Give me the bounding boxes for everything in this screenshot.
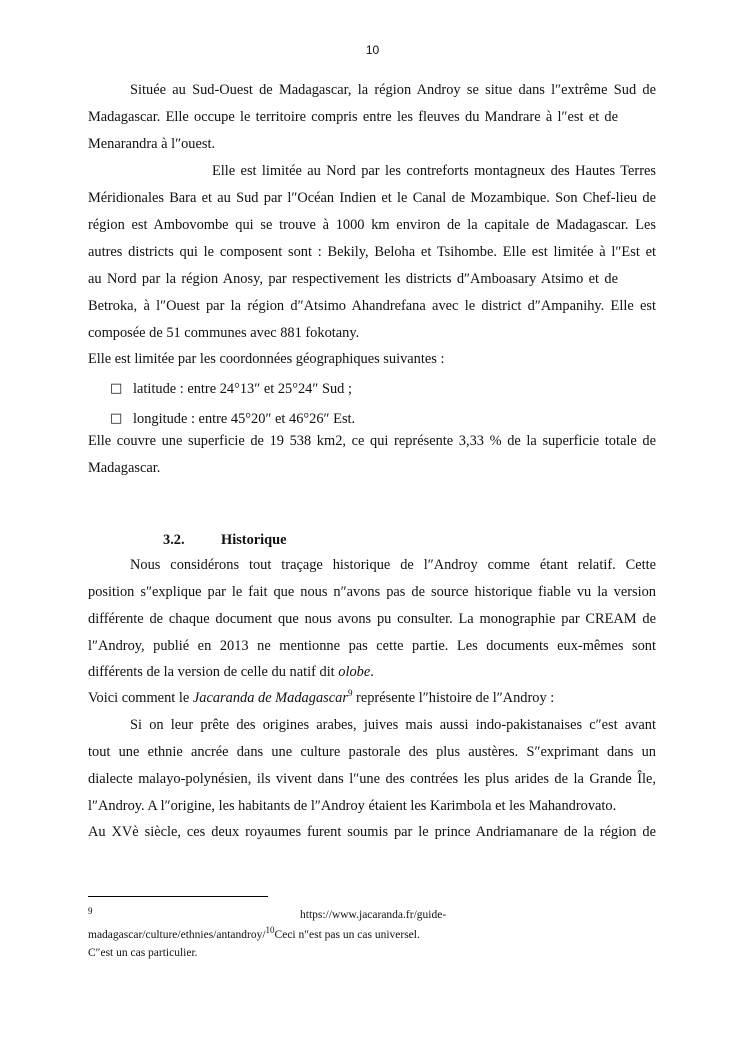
paragraph-5-line-5 (88, 664, 656, 681)
paragraph-5-line-1: Nous considérons tout traçage historique de l″Androy comme étant relatif. Cette (130, 557, 656, 573)
bullet-latitude: latitude : entre 24°13″ et 25°24″ Sud ; (133, 381, 352, 397)
paragraph-5-text: différents de la version de celle du natif dit (88, 664, 339, 680)
jacaranda-title: Jacaranda de Madagascar (192, 690, 348, 706)
paragraph-4-line-1: Elle couvre une superficie de 19 538 km2, ce qui représente 3,33 % de la superficie totale de (88, 433, 656, 449)
footnote-marker: 9 (88, 906, 93, 916)
footnote-ref-10: 10 (265, 925, 275, 936)
bullet-square-icon: □ (110, 381, 123, 396)
paragraph-2-line-6: Betroka, à l″Ouest par la région d″Atsimo Ahandrefana avec le district d″Ampanihy. Elle est (88, 298, 656, 314)
paragraph-7-line-4: l″Androy. A l″origine, les habitants de l″Androy étaient les Karimbola et les Mahandrovato. (88, 798, 617, 814)
paragraph-2-line-2: Méridionales Bara et au Sud par l″Océan Indien et le Canal de Mozambique. Son Chef-lieu de (88, 190, 656, 206)
olobe-term: olobe (338, 664, 371, 680)
paragraph-7-line-1: Si on leur prête des origines arabes, juives mais aussi indo-pakistanaises c″est avant (130, 717, 656, 733)
paragraph-1-line-1: Située au Sud-Ouest de Madagascar, la région Androy se situe dans l″extrême Sud de (130, 82, 656, 98)
footnote-10-text: Ceci n″est pas un cas universel. (274, 929, 420, 941)
bullet-longitude: longitude : entre 45°20″ et 46°26″ Est. (133, 411, 356, 427)
section-title: Historique (221, 532, 287, 548)
paragraph-2-line-4: autres districts qui le composent sont : Bekily, Beloha et Tsihombe. Elle est limitée à l″Est et (88, 244, 656, 260)
paragraph-2-line-5: au Nord par la région Anosy, par respectivement les districts d″Amboasary Atsimo et de (88, 271, 618, 287)
footnote-separator (88, 896, 268, 897)
paragraph-4-line-2: Madagascar. (88, 460, 161, 476)
footnote-url-path[interactable]: madagascar/culture/ethnies/antandroy/ (88, 929, 266, 941)
paragraph-1-line-3: Menarandra à l″ouest. (88, 136, 216, 152)
paragraph-2-line-1: Elle est limitée au Nord par les contreforts montagneux des Hautes Terres (212, 163, 656, 179)
paragraph-5-line-3: différente de chaque document que nous avons pu consulter. La monographie par CREAM de (88, 611, 656, 627)
page-number: 10 (365, 43, 380, 57)
paragraph-3: Elle est limitée par les coordonnées géographiques suivantes : (88, 351, 445, 367)
paragraph-2-line-3: région est Ambovombe qui se trouve à 1000 km environ de la capitale de Madagascar. Les (88, 217, 656, 233)
paragraph-5-period: . (370, 664, 374, 680)
footnote-ref-9: 9 (347, 688, 353, 699)
footnote-line-3: C″est un cas particulier. (88, 947, 198, 959)
paragraph-6-text-a: Voici comment le (88, 690, 193, 706)
paragraph-5-line-2: position s″explique par le fait que nous n″avons pas de source historique fiable vu la version (88, 584, 656, 600)
paragraph-1-line-2: Madagascar. Elle occupe le territoire compris entre les fleuves du Mandrare à l″est et de (88, 109, 618, 125)
paragraph-5-line-4: l″Androy, publié en 2013 ne mentionne pas cette partie. Les documents eux-mêmes sont (88, 638, 656, 654)
paragraph-7-line-5: Au XVè siècle, ces deux royaumes furent soumis par le prince Andriamanare de la région de (88, 824, 656, 840)
paragraph-7-line-3: dialecte malayo-polynésien, ils vivent dans l″une des contrées les plus arides de la Grande Île, (88, 771, 656, 787)
section-number: 3.2. (163, 532, 185, 548)
paragraph-2-line-7: composée de 51 communes avec 881 fokotany. (88, 325, 360, 341)
footnote-line-2 (88, 925, 420, 942)
footnote-url[interactable]: https://www.jacaranda.fr/guide- (300, 909, 447, 921)
paragraph-7-line-2: tout une ethnie ancrée dans une culture pastorale des plus austères. S″exprimant dans un (88, 744, 656, 760)
paragraph-6-text-b: représente l″histoire de l″Androy : (352, 690, 555, 706)
bullet-square-icon: □ (110, 411, 123, 426)
paragraph-6 (88, 690, 656, 707)
